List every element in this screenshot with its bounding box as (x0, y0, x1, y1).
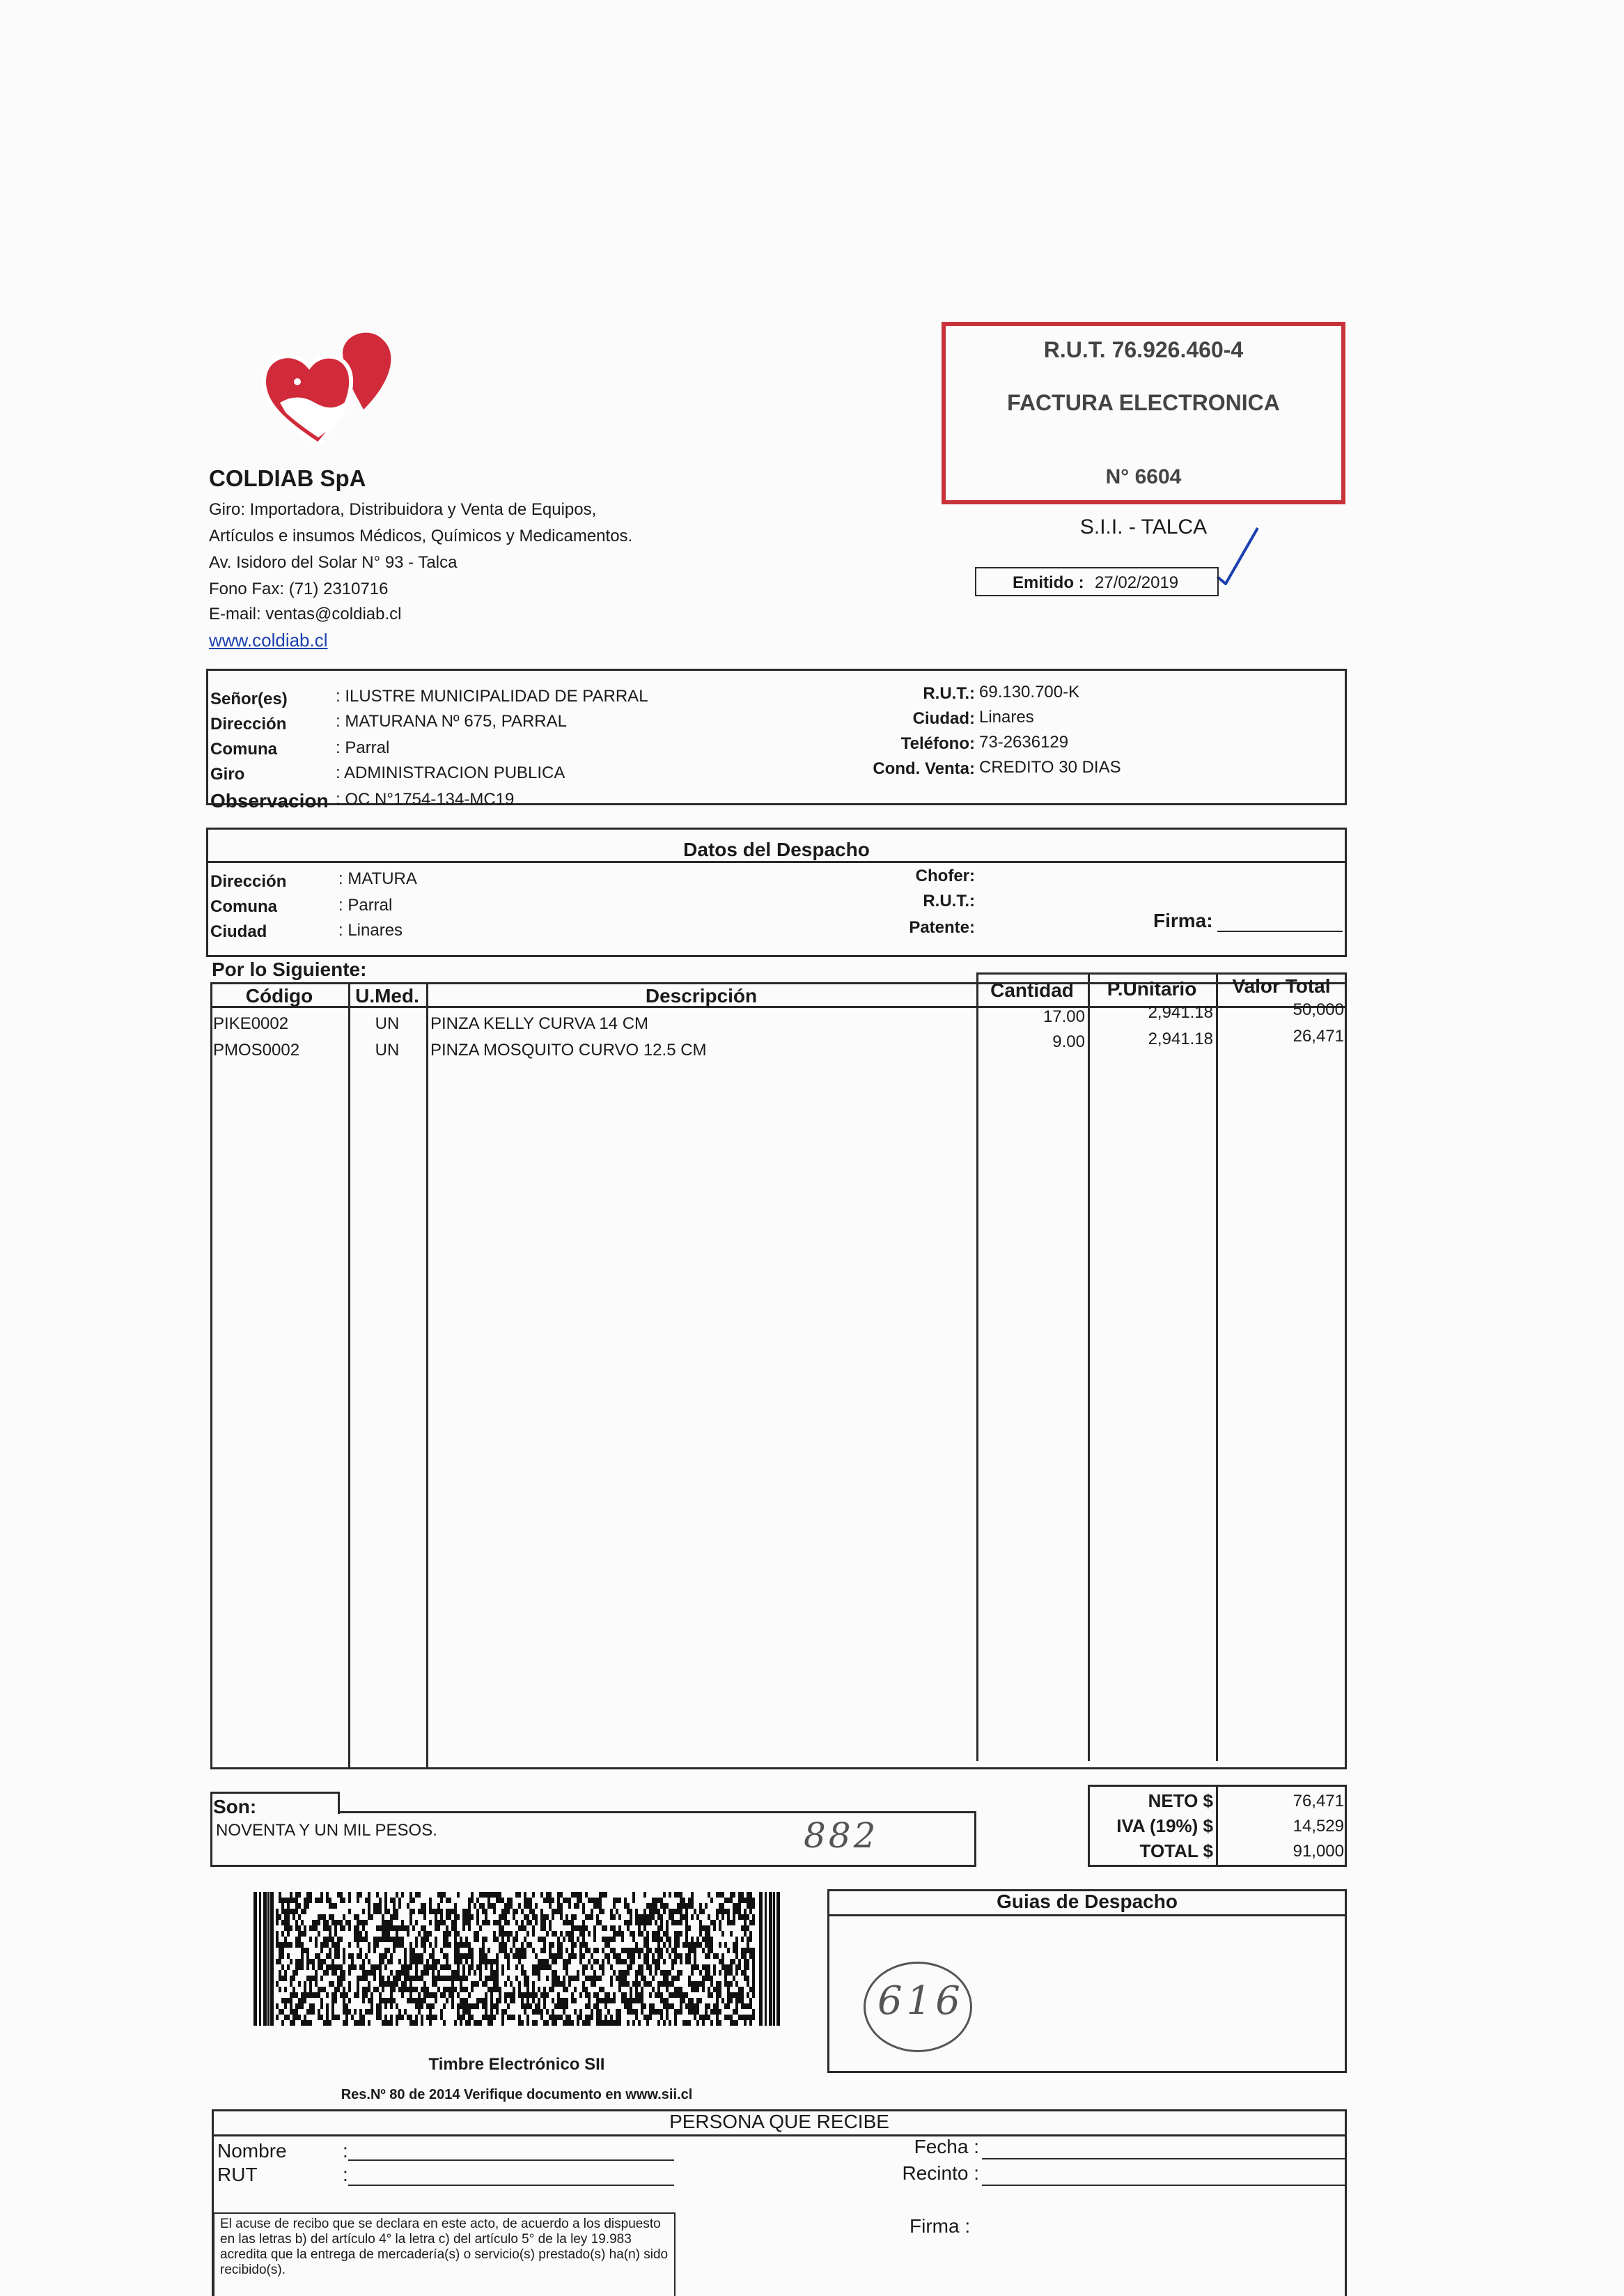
fecha-field[interactable] (982, 2158, 1347, 2159)
customer-value: : OC N°1754-134-MC19 (336, 790, 515, 809)
legal-notice: El acuse de recibo que se declara en este acto, de acuerdo a los dispuesto en las letras b) del artículo 4° la letra c) del artículo 5° de la ley 19.983 acredita que la entrega de mercadería(s) o servicio(s) prestado(s) ha(n) sido recibido(s). (213, 2212, 676, 2296)
dispatch-label: Ciudad (210, 922, 267, 941)
customer-value: : ADMINISTRACION PUBLICA (336, 763, 565, 782)
cell-qty: 17.00 (1043, 1007, 1085, 1026)
col-header-cantidad: Cantidad (990, 979, 1074, 1001)
customer-label: Observacion (210, 790, 329, 812)
col-header-umed: U.Med. (355, 985, 419, 1007)
customer-value: : MATURANA Nº 675, PARRAL (336, 712, 567, 731)
col-header-codigo: Código (245, 985, 313, 1007)
customer-label: Ciudad: (912, 709, 975, 728)
issuer-website-link[interactable]: www.coldiab.cl (209, 630, 328, 651)
firma-label: Firma : (909, 2215, 971, 2237)
items-table (210, 982, 1347, 1769)
customer-label: Giro (210, 765, 245, 784)
total-value: 76,471 (1293, 1792, 1344, 1810)
son-value: NOVENTA Y UN MIL PESOS. (216, 1821, 437, 1840)
dispatch-value: : Linares (338, 921, 403, 940)
handwritten-guia-number: 616 (877, 1978, 965, 2024)
cell-total: 26,471 (1293, 1027, 1344, 1046)
customer-value: : ILUSTRE MUNICIPALIDAD DE PARRAL (336, 687, 648, 706)
cell-qty: 9.00 (1052, 1032, 1085, 1051)
rut-field[interactable] (348, 2185, 674, 2186)
emitido-box (975, 567, 1219, 596)
total-label: TOTAL $ (1139, 1840, 1213, 1861)
items-section-label: Por lo Siguiente: (212, 959, 367, 980)
customer-label: Señor(es) (210, 690, 288, 708)
dispatch-label: Patente: (909, 918, 975, 937)
cell-desc: PINZA KELLY CURVA 14 CM (430, 1014, 649, 1033)
checkmark-icon (1212, 522, 1260, 585)
total-value: 14,529 (1293, 1817, 1344, 1836)
customer-value: Linares (979, 708, 1034, 727)
dispatch-label: Chofer: (915, 867, 975, 885)
invoice-number: N° 6604 (1105, 465, 1182, 488)
cell-total: 50,000 (1293, 1000, 1344, 1019)
dispatch-label: Comuna (210, 897, 277, 916)
customer-value: 73-2636129 (979, 733, 1069, 752)
recibe-title: PERSONA QUE RECIBE (669, 2111, 889, 2132)
dispatch-firma-label: Firma: (1153, 910, 1213, 931)
issuer-line: Artículos e insumos Médicos, Químicos y Medicamentos. (209, 527, 633, 545)
recinto-field[interactable] (982, 2185, 1347, 2186)
issuer-line: E-mail: ventas@coldiab.cl (209, 605, 402, 623)
cell-code: PIKE0002 (213, 1014, 289, 1033)
invoice-id-box (942, 322, 1345, 504)
emitido-label: Emitido : (1013, 573, 1084, 592)
dispatch-value: : Parral (338, 896, 393, 915)
total-label: IVA (19%) $ (1116, 1815, 1213, 1836)
customer-label: R.U.T.: (923, 684, 975, 703)
customer-label: Dirección (210, 715, 287, 734)
customer-value: CREDITO 30 DIAS (979, 758, 1121, 777)
col-header-punitario: P.Unitario (1107, 978, 1197, 1000)
timbre-title: Timbre Electrónico SII (428, 2055, 605, 2074)
issuer-rut: R.U.T. 76.926.460-4 (1043, 337, 1244, 362)
customer-value: 69.130.700-K (979, 683, 1080, 701)
customer-label: Cond. Venta: (873, 759, 975, 778)
dispatch-label: Dirección (210, 872, 287, 891)
cell-desc: PINZA MOSQUITO CURVO 12.5 CM (430, 1041, 707, 1060)
col-header-descripcion: Descripción (645, 985, 758, 1007)
dispatch-label: R.U.T.: (923, 892, 975, 910)
coldiab-logo (259, 326, 405, 451)
rut-colon: : (343, 2164, 348, 2185)
cell-price: 2,941.18 (1148, 1003, 1213, 1022)
dispatch-value: : MATURA (338, 869, 417, 888)
cell-unit: UN (375, 1014, 400, 1033)
customer-label: Comuna (210, 740, 277, 759)
son-label: Son: (213, 1796, 257, 1817)
total-label: NETO $ (1148, 1790, 1213, 1811)
cell-price: 2,941.18 (1148, 1030, 1213, 1048)
nombre-label: Nombre (217, 2140, 287, 2162)
issuer-line: Fono Fax: (71) 2310716 (209, 580, 389, 598)
issuer-line: Giro: Importadora, Distribuidora y Venta de Equipos, (209, 500, 597, 519)
nombre-colon: : (343, 2140, 348, 2162)
fecha-label: Fecha : (914, 2136, 979, 2157)
issuer-line: Av. Isidoro del Solar N° 93 - Talca (209, 553, 458, 572)
customer-value: : Parral (336, 738, 390, 757)
total-value: 91,000 (1293, 1842, 1344, 1861)
document-type: FACTURA ELECTRONICA (1007, 390, 1280, 415)
cell-unit: UN (375, 1041, 400, 1060)
pdf417-barcode (253, 1892, 780, 2026)
customer-label: Teléfono: (900, 734, 975, 753)
nombre-field[interactable] (348, 2159, 674, 2161)
handwritten-note: 882 (804, 1815, 879, 1856)
timbre-res: Res.Nº 80 de 2014 Verifique documento en www.sii.cl (341, 2087, 693, 2102)
guias-title: Guias de Despacho (997, 1891, 1178, 1912)
cell-code: PMOS0002 (213, 1041, 300, 1060)
dispatch-title: Datos del Despacho (683, 839, 870, 860)
rut-label: RUT (217, 2164, 258, 2185)
recinto-label: Recinto : (902, 2162, 979, 2184)
emitido-date: 27/02/2019 (1095, 573, 1179, 592)
issuer-name: COLDIAB SpA (209, 465, 366, 491)
dispatch-firma-line (1217, 931, 1343, 932)
col-header-valor-total: Valor Total (1232, 975, 1331, 997)
sii-office: S.I.I. - TALCA (1079, 515, 1208, 538)
